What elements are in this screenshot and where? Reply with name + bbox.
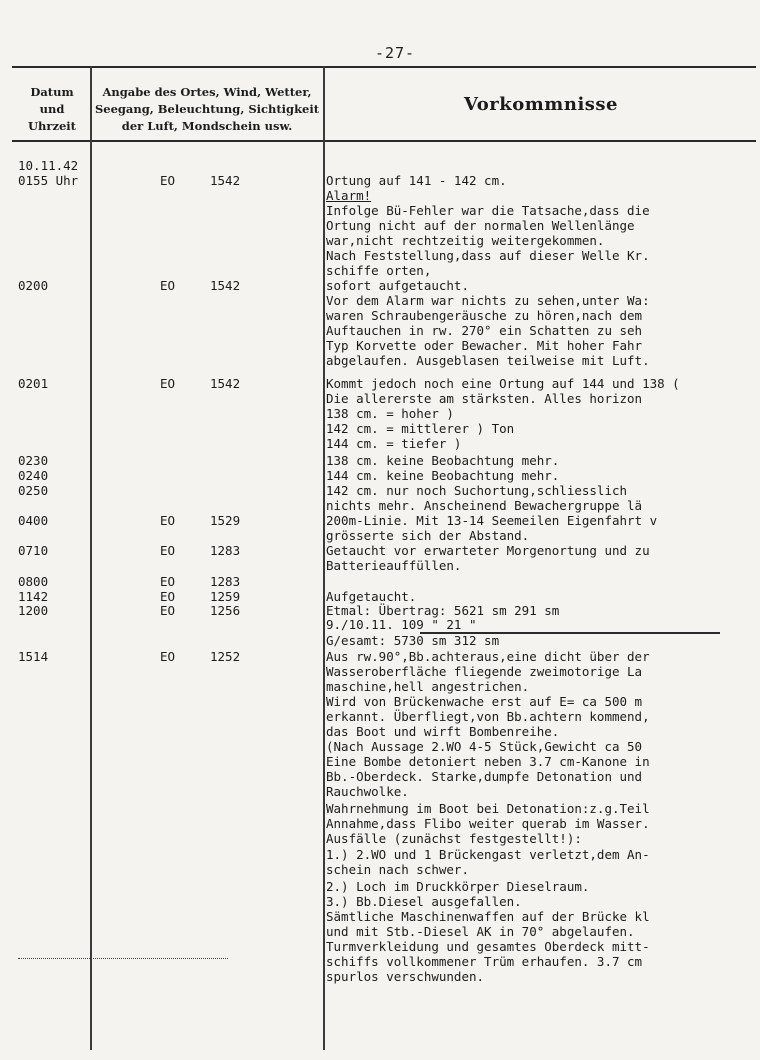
- entry-time: 0230: [18, 453, 49, 468]
- entry-text: schein nach schwer.: [326, 862, 469, 877]
- entry-time: 0200: [18, 278, 49, 293]
- entry-text: 9./10.11. 109 " 21 ": [326, 617, 477, 632]
- column-divider-2: [323, 66, 325, 1050]
- sum-underline: [420, 632, 720, 634]
- entry-position-number: 1542: [210, 173, 241, 188]
- entry-text: schiffs vollkommener Trüm erhaufen. 3.7 cm: [326, 954, 643, 969]
- entry-text: Wird von Brückenwache erst auf E= ca 500 m: [326, 694, 643, 709]
- entry-text: nichts mehr. Anscheinend Bewachergruppe lä: [326, 498, 643, 513]
- entry-time: 0201: [18, 376, 49, 391]
- entry-position-number: 1542: [210, 278, 241, 293]
- entry-text: und mit Stb.-Diesel AK in 70° abgelaufen.: [326, 924, 635, 939]
- header-place-line: Seegang, Beleuchtung, Sichtigkeit: [94, 102, 320, 116]
- entry-text: erkannt. Überfliegt,von Bb.achtern kommend,: [326, 709, 650, 724]
- entry-text: abgelaufen. Ausgeblasen teilweise mit Luft.: [326, 353, 650, 368]
- entry-text: Annahme,dass Flibo weiter querab im Wasser.: [326, 816, 650, 831]
- entry-position-code: EO: [160, 589, 176, 604]
- entry-text: Getaucht vor erwarteter Morgenortung und zu: [326, 543, 650, 558]
- dotted-line: [18, 958, 228, 959]
- header-date-column: [14, 84, 90, 135]
- entry-text: Nach Feststellung,dass auf dieser Welle Kr.: [326, 248, 650, 263]
- entry-text: Kommt jedoch noch eine Ortung auf 144 und 138 (: [326, 376, 680, 391]
- entry-text: 142 cm. nur noch Suchortung,schliesslich: [326, 483, 628, 498]
- entry-text: Infolge Bü-Fehler war die Tatsache,dass die: [326, 203, 650, 218]
- entry-position-code: EO: [160, 173, 176, 188]
- entry-position-number: 1256: [210, 603, 241, 618]
- entry-position-number: 1283: [210, 574, 241, 589]
- entry-position-code: EO: [160, 603, 176, 618]
- entry-text: Alarm!: [326, 188, 372, 203]
- entry-text: 138 cm. keine Beobachtung mehr.: [326, 453, 560, 468]
- table-top-rule: [12, 66, 756, 68]
- header-date-line: Datum: [30, 85, 74, 99]
- entry-text: Rauchwolke.: [326, 784, 409, 799]
- entry-time: 0710: [18, 543, 49, 558]
- entry-text: maschine,hell angestrichen.: [326, 679, 530, 694]
- entry-time: 0155 Uhr: [18, 173, 79, 188]
- entry-text: Typ Korvette oder Bewacher. Mit hoher Fahr: [326, 338, 643, 353]
- entry-text: 2.) Loch im Druckkörper Dieselraum.: [326, 879, 590, 894]
- header-date-line: und: [39, 102, 65, 116]
- entry-position-code: EO: [160, 513, 176, 528]
- entry-position-number: 1259: [210, 589, 241, 604]
- entry-position-number: 1529: [210, 513, 241, 528]
- entry-text: 1.) 2.WO und 1 Brückengast verletzt,dem An-: [326, 847, 650, 862]
- entry-text: Aus rw.90°,Bb.achteraus,eine dicht über der: [326, 649, 650, 664]
- entry-position-code: EO: [160, 649, 176, 664]
- entry-text: spurlos verschwunden.: [326, 969, 485, 984]
- entry-position-number: 1252: [210, 649, 241, 664]
- entry-text: Vor dem Alarm war nichts zu sehen,unter Wa:: [326, 293, 650, 308]
- entry-text: Etmal: Übertrag: 5621 sm 291 sm: [326, 603, 560, 618]
- entry-text: Sämtliche Maschinenwaffen auf der Brücke kl: [326, 909, 650, 924]
- entry-time: 1200: [18, 603, 49, 618]
- entry-text: grösserte sich der Abstand.: [326, 528, 530, 543]
- entry-text: (Nach Aussage 2.WO 4-5 Stück,Gewicht ca 50: [326, 739, 643, 754]
- entry-text: Wahrnehmung im Boot bei Detonation:z.g.Teil: [326, 801, 650, 816]
- entry-text: Aufgetaucht.: [326, 589, 417, 604]
- entry-position-code: EO: [160, 543, 176, 558]
- entry-text: waren Schraubengeräusche zu hören,nach dem: [326, 308, 643, 323]
- entry-text: 138 cm. = hoher ): [326, 406, 454, 421]
- entry-text: sofort aufgetaucht.: [326, 278, 469, 293]
- entry-position-code: EO: [160, 574, 176, 589]
- entry-text: 200m-Linie. Mit 13-14 Seemeilen Eigenfahrt v: [326, 513, 658, 528]
- entry-text: das Boot und wirft Bombenreihe.: [326, 724, 560, 739]
- entry-text: 3.) Bb.Diesel ausgefallen.: [326, 894, 522, 909]
- entry-time: 1142: [18, 589, 49, 604]
- entry-text: Bb.-Oberdeck. Starke,dumpfe Detonation und: [326, 769, 643, 784]
- entry-text: Eine Bombe detoniert neben 3.7 cm-Kanone in: [326, 754, 650, 769]
- header-events-column: Vorkommnisse: [463, 94, 619, 115]
- header-date-line: Uhrzeit: [28, 119, 76, 133]
- entry-text: G/esamt: 5730 sm 312 sm: [326, 633, 500, 648]
- header-place-line: Angabe des Ortes, Wind, Wetter,: [102, 85, 312, 99]
- header-place-column: [92, 84, 322, 135]
- table-header-rule: [12, 140, 756, 142]
- entry-text: Turmverkleidung und gesamtes Oberdeck mitt-: [326, 939, 650, 954]
- entry-position-number: 1542: [210, 376, 241, 391]
- entry-time: 10.11.42: [18, 158, 79, 173]
- entry-time: 0240: [18, 468, 49, 483]
- entry-text: Auftauchen in rw. 270° ein Schatten zu seh: [326, 323, 643, 338]
- entry-time: 0800: [18, 574, 49, 589]
- entry-text: Die allererste am stärksten. Alles horizon: [326, 391, 643, 406]
- entry-time: 0250: [18, 483, 49, 498]
- entry-time: 1514: [18, 649, 49, 664]
- entry-text: Wasseroberfläche fliegende zweimotorige La: [326, 664, 643, 679]
- header-place-line: der Luft, Mondschein usw.: [121, 119, 293, 133]
- entry-text: schiffe orten,: [326, 263, 432, 278]
- entry-time: 0400: [18, 513, 49, 528]
- entry-position-code: EO: [160, 278, 176, 293]
- entry-text: Batterieauffüllen.: [326, 558, 462, 573]
- column-divider-1: [90, 66, 92, 1050]
- entry-text: 144 cm. = tiefer ): [326, 436, 462, 451]
- entry-text: 142 cm. = mittlerer ) Ton: [326, 421, 515, 436]
- entry-text: Ortung auf 141 - 142 cm.: [326, 173, 507, 188]
- entry-text: Ausfälle (zunächst festgestellt!):: [326, 831, 582, 846]
- page-number: -27-: [374, 44, 416, 62]
- entry-position-code: EO: [160, 376, 176, 391]
- entry-text: 144 cm. keine Beobachtung mehr.: [326, 468, 560, 483]
- entry-text: war,nicht rechtzeitig weitergekommen.: [326, 233, 605, 248]
- entry-position-number: 1283: [210, 543, 241, 558]
- entry-text: Ortung nicht auf der normalen Wellenlänge: [326, 218, 635, 233]
